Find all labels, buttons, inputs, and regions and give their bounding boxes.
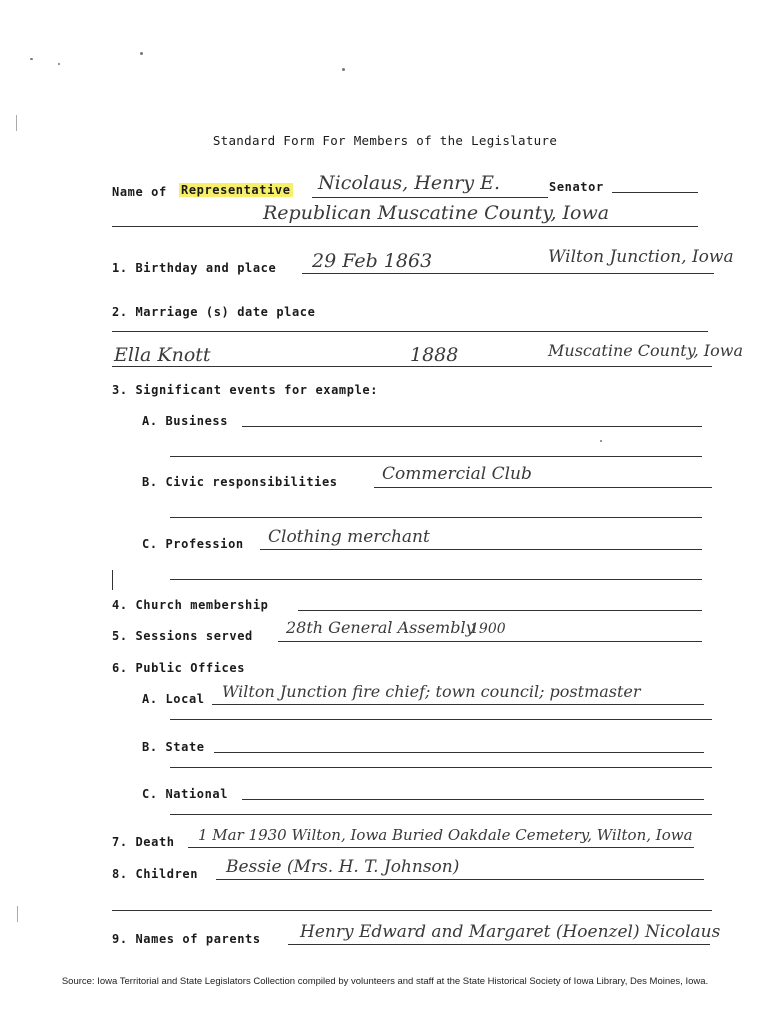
parents-label: 9. Names of parents <box>112 932 261 946</box>
business-line <box>242 426 702 427</box>
scan-mark <box>112 570 113 590</box>
form-title: Standard Form For Members of the Legislature <box>212 133 558 148</box>
handwritten-children: Bessie (Mrs. H. T. Johnson) <box>226 857 460 877</box>
handwritten-sessions-year: 1900 <box>470 621 506 637</box>
handwritten-name: Nicolaus, Henry E. <box>318 172 501 194</box>
handwritten-local-offices: Wilton Junction fire chief; town council; postmaster <box>222 682 641 701</box>
public-offices-label: 6. Public Offices <box>112 661 246 675</box>
marriage-line <box>112 331 708 332</box>
national-line-2 <box>170 814 712 815</box>
source-caption: Source: Iowa Territorial and State Legislators Collection compiled by volunteers and staff at the State Historical Society of Iowa Library, Des Moines, Iowa. <box>61 976 709 987</box>
handwritten-spouse: Ella Knott <box>114 344 211 366</box>
marriage-line-2 <box>112 366 712 367</box>
significant-events-label: 3. Significant events for example: <box>112 383 379 397</box>
church-line <box>298 610 702 611</box>
local-line <box>212 704 704 705</box>
senator-line <box>612 192 698 193</box>
name-line-2 <box>112 226 698 227</box>
children-line-2 <box>112 910 712 911</box>
profession-label: C. Profession <box>142 537 244 551</box>
civic-label: B. Civic responsibilities <box>142 475 338 489</box>
scan-speck <box>58 63 60 65</box>
state-label: B. State <box>142 740 205 754</box>
handwritten-profession: Clothing merchant <box>268 527 430 547</box>
business-line-2 <box>170 456 702 457</box>
birthday-label: 1. Birthday and place <box>112 261 277 275</box>
national-label: C. National <box>142 787 229 801</box>
scan-mark <box>16 115 17 131</box>
handwritten-marriage-year: 1888 <box>410 344 459 366</box>
sessions-label: 5. Sessions served <box>112 629 253 643</box>
handwritten-birth-place: Wilton Junction, Iowa <box>548 247 734 267</box>
business-label: A. Business <box>142 414 229 428</box>
sessions-line <box>278 641 702 642</box>
name-of-label: Name of <box>112 185 167 199</box>
profession-line-2 <box>170 579 702 580</box>
national-line <box>242 799 704 800</box>
birthday-line <box>302 273 714 274</box>
handwritten-birth-date: 29 Feb 1863 <box>312 250 433 272</box>
senator-label: Senator <box>549 180 604 194</box>
scan-speck <box>140 52 143 55</box>
handwritten-civic: Commercial Club <box>382 464 532 484</box>
civic-line <box>374 487 712 488</box>
name-line <box>312 197 548 198</box>
representative-label-highlighted: Representative <box>181 183 291 197</box>
profession-line <box>260 549 702 550</box>
scan-speck <box>30 58 33 60</box>
death-line <box>188 847 694 848</box>
local-label: A. Local <box>142 692 205 706</box>
scan-speck <box>600 440 602 442</box>
state-line <box>214 752 704 753</box>
church-label: 4. Church membership <box>112 598 269 612</box>
parents-line <box>288 944 710 945</box>
handwritten-death: 1 Mar 1930 Wilton, Iowa Buried Oakdale Cemetery, Wilton, Iowa <box>198 826 693 844</box>
scan-mark <box>17 906 18 922</box>
handwritten-marriage-place: Muscatine County, Iowa <box>548 341 743 360</box>
handwritten-parents: Henry Edward and Margaret (Hoenzel) Nicolaus <box>300 922 721 942</box>
children-line <box>216 879 704 880</box>
local-line-2 <box>170 719 712 720</box>
handwritten-sessions-assembly: 28th General Assembly <box>286 618 475 637</box>
scan-speck <box>342 68 345 71</box>
state-line-2 <box>170 767 712 768</box>
death-label: 7. Death <box>112 835 175 849</box>
civic-line-2 <box>170 517 702 518</box>
marriage-label: 2. Marriage (s) date place <box>112 305 316 319</box>
handwritten-party-county: Republican Muscatine County, Iowa <box>263 202 610 224</box>
children-label: 8. Children <box>112 867 199 881</box>
